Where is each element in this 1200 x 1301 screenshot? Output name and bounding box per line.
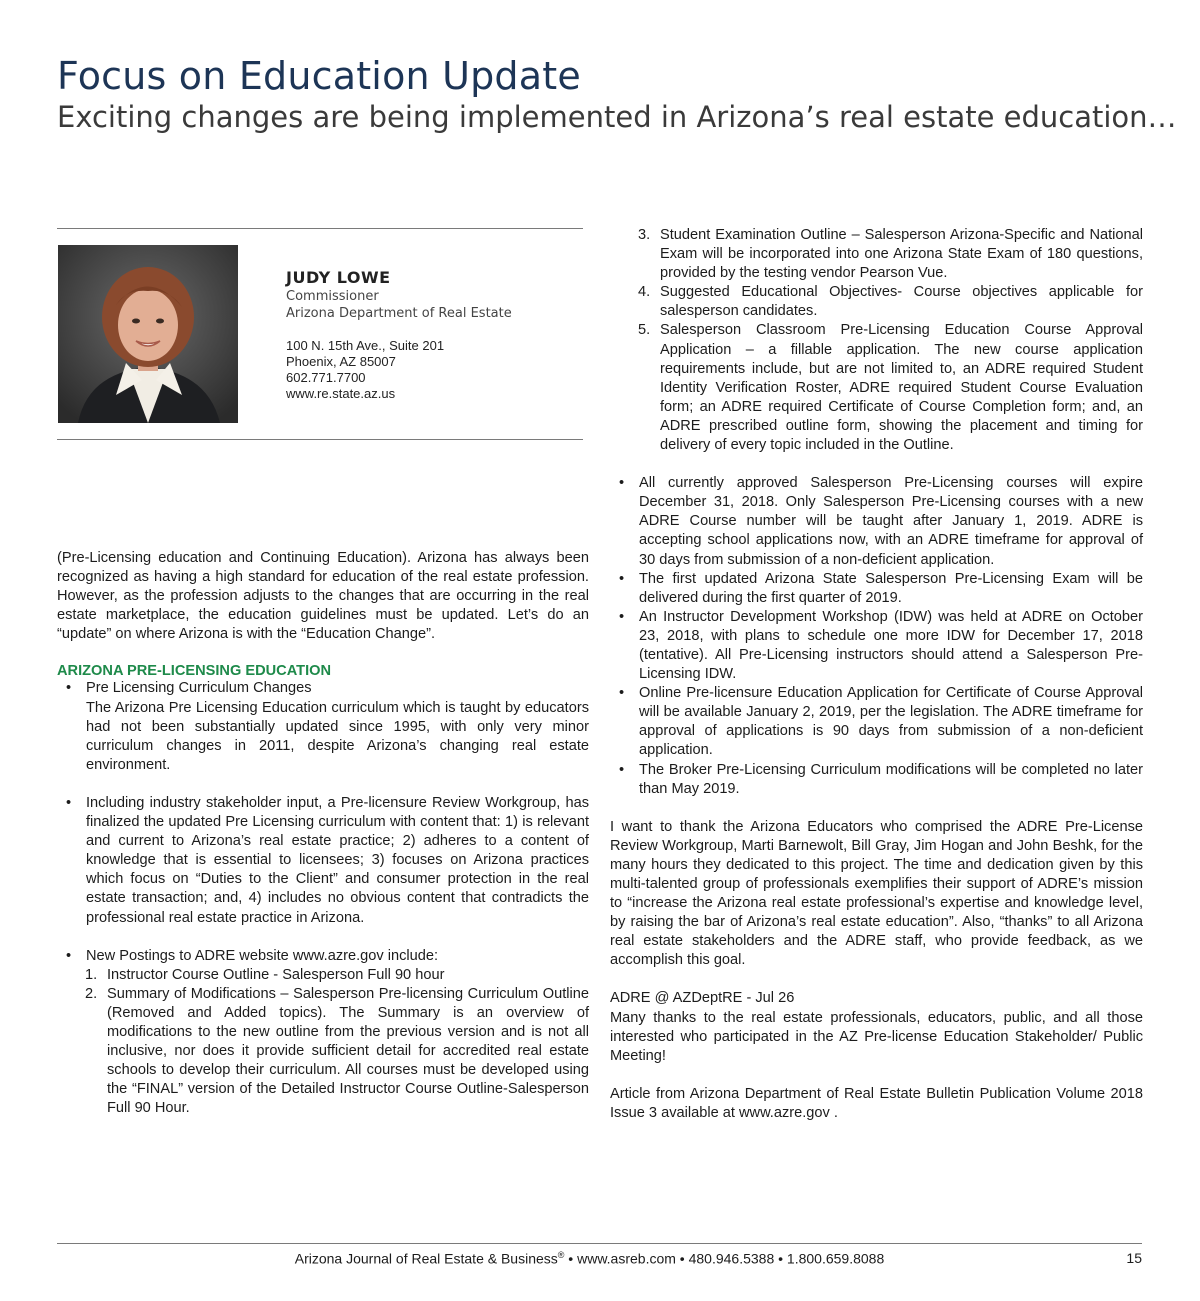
list-item-online-application [610, 684, 1143, 760]
bullet-title: Pre Licensing Curriculum Changes [86, 680, 312, 697]
bullet-marker: • [619, 570, 625, 587]
numbered-item-3 [610, 226, 1143, 283]
bullet-marker: • [619, 761, 625, 778]
numbered-item-text: Suggested Educational Objectives- Course objectives applicable for salesperson candidates. [660, 284, 1143, 320]
page-title: Focus on Education Update [57, 54, 581, 98]
bullet-text: New Postings to ADRE website www.azre.gov include: [86, 947, 439, 964]
numbered-item-1 [57, 966, 589, 985]
profile-name: JUDY LOWE [286, 268, 391, 287]
profile-bottom-divider [57, 439, 583, 440]
list-item-exam [610, 570, 1143, 608]
list-number: 3. [638, 227, 651, 243]
tweet-header: ADRE @ AZDeptRE - Jul 26 [610, 990, 795, 1007]
numbered-item-text: Salesperson Classroom Pre-Licensing Education Course Approval Application – a fillable application. The new course application requirements include, but are not limited to, an ADRE required Student Identity Verification Roster, ADRE required Student Course Evaluation form; an ADRE required Certificate of Course Completion form; and, an ADRE prescribed outline form, showing the placement and timing for delivery of every topic included in the Outline. [660, 322, 1143, 454]
bullet-body: The Arizona Pre Licensing Education curriculum which is taught by educators had not been substantially updated since 1995, with only very minor curriculum changes in 2011, despite Arizona’s changing real estate environment. [86, 699, 589, 773]
profile-address-line2: Phoenix, AZ 85007 [286, 354, 396, 369]
list-item-broker-curriculum [610, 761, 1143, 799]
profile-department: Arizona Department of Real Estate [286, 306, 512, 321]
bullet-marker: • [619, 685, 625, 702]
footer-divider [57, 1243, 1142, 1244]
page-number: 15 [1126, 1250, 1142, 1266]
profile-address-line1: 100 N. 15th Ave., Suite 201 [286, 338, 445, 353]
commissioner-portrait [58, 245, 238, 423]
registered-mark: ® [557, 1250, 565, 1260]
bullet-text: Online Pre-licensure Education Application for Certificate of Course Approval will be available January 2, 2019, per the legislation. The ADRE timeframe for approval of applications is 90 days from submission of a non-deficient application. [639, 685, 1143, 759]
list-item-idw [610, 608, 1143, 684]
list-number: 1. [85, 966, 98, 983]
bullet-text: All currently approved Salesperson Pre-Licensing courses will expire December 31, 2018. Only Salesperson Pre-Licensing courses with a new ADRE Course number will be taught after January 1, 2019. ADRE is accepting school applications now, with an ADRE timeframe for approval of 30 days from submission of a non-deficient application. [639, 475, 1143, 568]
profile-role: Commissioner [286, 289, 379, 304]
list-item-curriculum-changes [57, 679, 589, 774]
footer-info [57, 1250, 1142, 1267]
list-number: 2. [85, 985, 98, 1002]
bullet-text: Including industry stakeholder input, a Pre-licensure Review Workgroup, has finalized the updated Pre Licensing curriculum with content that: 1) is relevant and current to Arizona’s real estate practice; 2) adheres to a content of knowledge that is essential to licensees; 3) focuses on Arizona practices which focus on “Duties to the Client” and consumer protection in the real estate transaction; and, 4) includes no obvious content that contradicts the professional real estate practice in Arizona. [86, 794, 589, 926]
profile-website[interactable]: www.re.state.az.us [286, 386, 396, 401]
bullet-marker: • [619, 475, 625, 492]
numbered-item-text: Student Examination Outline – Salesperson Arizona-Specific and National Exam will be incorporated into one Arizona State Exam of 180 questions, provided by the testing vendor Pearson Vue. [660, 227, 1143, 282]
footer-contact: • www.asreb.com • 480.946.5388 • 1.800.659.8088 [564, 1250, 885, 1267]
bullet-text: The Broker Pre-Licensing Curriculum modifications will be completed no later than May 2019. [639, 761, 1143, 797]
source-note: Article from Arizona Department of Real Estate Bulletin Publication Volume 2018 Issue 3 available at www.azre.gov . [610, 1085, 1143, 1121]
journal-name: Arizona Journal of Real Estate & Business [294, 1250, 558, 1267]
right-column [610, 226, 1143, 1123]
intro-paragraph: (Pre-Licensing education and Continuing Education). Arizona has always been recognized as having a high standard for education of the real estate profession. However, as the profession adjusts to the changes that are occurring in the real estate marketplace, the education guidelines must be updated. Let’s do an “update” on where Arizona is with the “Education Change”. [57, 550, 589, 643]
list-item-workgroup [57, 794, 589, 928]
bullet-marker: • [619, 608, 625, 625]
list-number: 5. [638, 322, 651, 339]
page-footer [57, 1250, 1142, 1267]
numbered-item-4 [610, 283, 1143, 321]
numbered-item-text: Summary of Modifications – Salesperson Pre-licensing Curriculum Outline (Removed and Added topics). The Summary is an overview of modifications to the new outline from the previous version and is not all inclusive, nor does it provide sufficient detail for accredited real estate schools to develop their curriculum. All courses must be developed using the “FINAL” version of the Detailed Instructor Course Outline-Salesperson Full 90 Hour. [107, 985, 589, 1117]
bullet-text: The first updated Arizona State Salesperson Pre-Licensing Exam will be delivered during the first quarter of 2019. [639, 570, 1143, 606]
list-item-course-expiry [610, 474, 1143, 569]
bullet-text: An Instructor Development Workshop (IDW) was held at ADRE on October 23, 2018, with plans to schedule one more IDW for December 17, 2018 (tentative). All Pre-Licensing instructors should attend a Salesperson Pre-Licensing IDW. [639, 608, 1143, 683]
numbered-item-text: Instructor Course Outline - Salesperson Full 90 hour [107, 966, 445, 983]
thanks-paragraph: I want to thank the Arizona Educators who comprised the ADRE Pre-License Review Workgroup, Marti Barnewolt, Bill Gray, Jim Hogan and John Beshk, for the many hours they dedicated to this project. The time and dedication given by this multi-talented group of professionals exemplifies their support of ADRE’s mission to “increase the Arizona real estate professional’s expertise and knowledge level, by raising the bar of Arizona’s real estate education”. Also, “thanks” to all Arizona real estate stakeholders and the ADRE staff, who provide feedback, as we accomplish this goal. [610, 818, 1143, 969]
numbered-item-2 [57, 985, 589, 1119]
numbered-item-5 [610, 321, 1143, 455]
list-item-new-postings [57, 947, 589, 966]
section-heading: ARIZONA PRE-LICENSING EDUCATION [57, 663, 332, 680]
bullet-marker: • [66, 680, 72, 697]
left-column [57, 549, 589, 1118]
profile-phone: 602.771.7700 [286, 370, 366, 385]
bullet-marker: • [66, 947, 72, 964]
tweet-body: Many thanks to the real estate professionals, educators, public, and all those interested who participated in the AZ Pre-license Education Stakeholder/ Public Meeting! [610, 1009, 1143, 1064]
bullet-marker: • [66, 794, 72, 811]
list-number: 4. [638, 284, 651, 301]
profile-top-divider [57, 228, 583, 229]
page-subtitle: Exciting changes are being implemented in Arizona’s real estate education… [57, 100, 1177, 134]
